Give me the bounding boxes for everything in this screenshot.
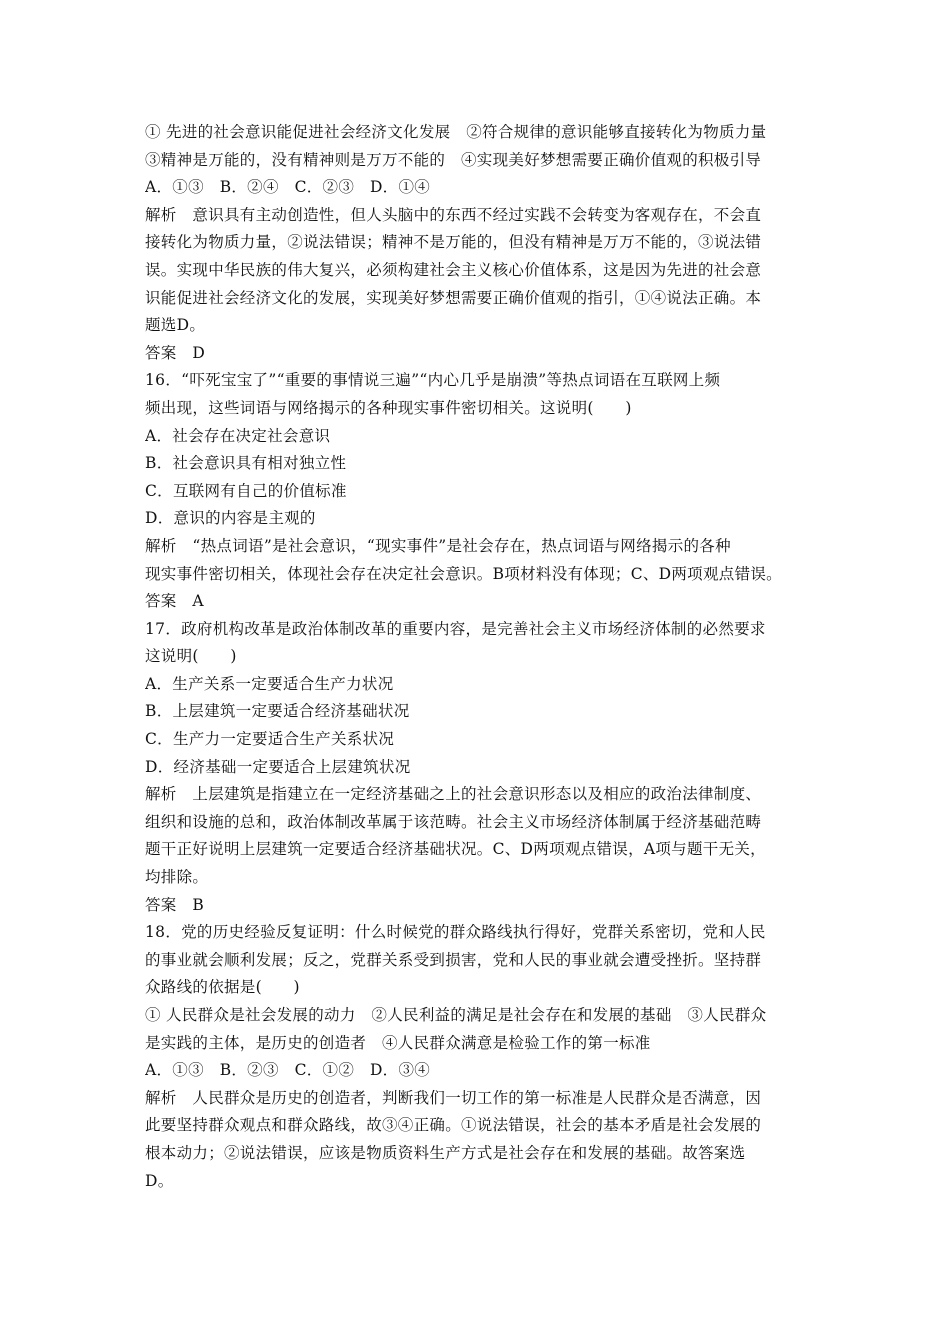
text-line: ① 人民群众是社会发展的动力 ②人民利益的满足是社会存在和发展的基础 ③人民群众 — [145, 1006, 767, 1024]
text-line: A．①③ B．②④ C．②③ D．①④ — [145, 178, 431, 197]
text-line: D。 — [145, 1171, 174, 1190]
text-line: 16．“吓死宝宝了”“重要的事情说三遍”“内心几乎是崩溃”等热点词语在互联网上频 — [145, 371, 721, 390]
text-line: 答案 D — [145, 343, 206, 362]
text-line: 解析 意识具有主动创造性，但人头脑中的东西不经过实践不会转变为客观存在，不会直 — [145, 205, 762, 224]
text-line: D．意识的内容是主观的 — [145, 509, 316, 528]
text-line: 的事业就会顺利发展；反之，党群关系受到损害，党和人民的事业就会遭受挫折。坚持群 — [145, 950, 762, 969]
text-line: 误。实现中华民族的伟大复兴，必须构建社会主义核心价值体系，这是因为先进的社会意 — [145, 260, 762, 279]
text-line: 18．党的历史经验反复证明：什么时候党的群众路线执行得好，党群关系密切，党和人民 — [145, 923, 766, 942]
text-line: 题干正好说明上层建筑一定要适合经济基础状况。C、D两项观点错误，A项与题干无关， — [145, 840, 766, 859]
text-line: 此要坚持群众观点和群众路线，故③④正确。①说法错误，社会的基本矛盾是社会发展的 — [145, 1116, 762, 1135]
text-line: 解析 上层建筑是指建立在一定经济基础之上的社会意识形态以及相应的政治法律制度、 — [145, 785, 762, 804]
text-line: 解析 “热点词语”是社会意识，“现实事件”是社会存在，热点词语与网络揭示的各种 — [145, 536, 731, 555]
text-line: C．生产力一定要适合生产关系状况 — [145, 730, 395, 749]
text-line: 答案 B — [145, 895, 205, 914]
text-line: 17．政府机构改革是政治体制改革的重要内容，是完善社会主义市场经济体制的必然要求 — [145, 619, 766, 638]
text-line: D．经济基础一定要适合上层建筑状况 — [145, 757, 411, 776]
text-line: C．互联网有自己的价值标准 — [145, 481, 347, 500]
document-body — [145, 119, 813, 1195]
text-line: 频出现，这些词语与网络揭示的各种现实事件密切相关。这说明( ) — [145, 398, 632, 417]
text-line: ① 先进的社会意识能促进社会经济文化发展 ②符合规律的意识能够直接转化为物质力量 — [145, 123, 767, 141]
text-line: B．社会意识具有相对独立性 — [145, 454, 347, 473]
text-line: ③精神是万能的，没有精神则是万万不能的 ④实现美好梦想需要正确价值观的积极引导 — [145, 150, 762, 169]
text-line: B．上层建筑一定要适合经济基础状况 — [145, 702, 410, 721]
text-line: 众路线的依据是( ) — [145, 978, 300, 997]
text-line: 均排除。 — [145, 868, 209, 887]
text-line: 接转化为物质力量，②说法错误；精神不是万能的，但没有精神是万万不能的，③说法错 — [145, 233, 762, 252]
text-line: A．生产关系一定要适合生产力状况 — [145, 674, 394, 693]
text-line: 现实事件密切相关，体现社会存在决定社会意识。B项材料没有体现；C、D两项观点错误。 — [145, 564, 782, 583]
text-line: 题选D。 — [145, 316, 206, 335]
text-line: A．①③ B．②③ C．①② D．③④ — [145, 1061, 431, 1080]
text-line: A．社会存在决定社会意识 — [145, 426, 331, 445]
text-line: 是实践的主体，是历史的创造者 ④人民群众满意是检验工作的第一标准 — [145, 1033, 651, 1052]
text-line: 答案 A — [145, 592, 204, 611]
text-line: 组织和设施的总和，政治体制改革属于该范畴。社会主义市场经济体制属于经济基础范畴 — [145, 812, 762, 831]
text-line: 根本动力；②说法错误，应该是物质资料生产方式是社会存在和发展的基础。故答案选 — [145, 1143, 746, 1162]
text-line: 这说明( ) — [145, 647, 237, 666]
text-line: 解析 人民群众是历史的创造者，判断我们一切工作的第一标准是人民群众是否满意，因 — [145, 1088, 762, 1107]
text-line: 识能促进社会经济文化的发展，实现美好梦想需要正确价值观的指引，①④说法正确。本 — [145, 288, 762, 307]
